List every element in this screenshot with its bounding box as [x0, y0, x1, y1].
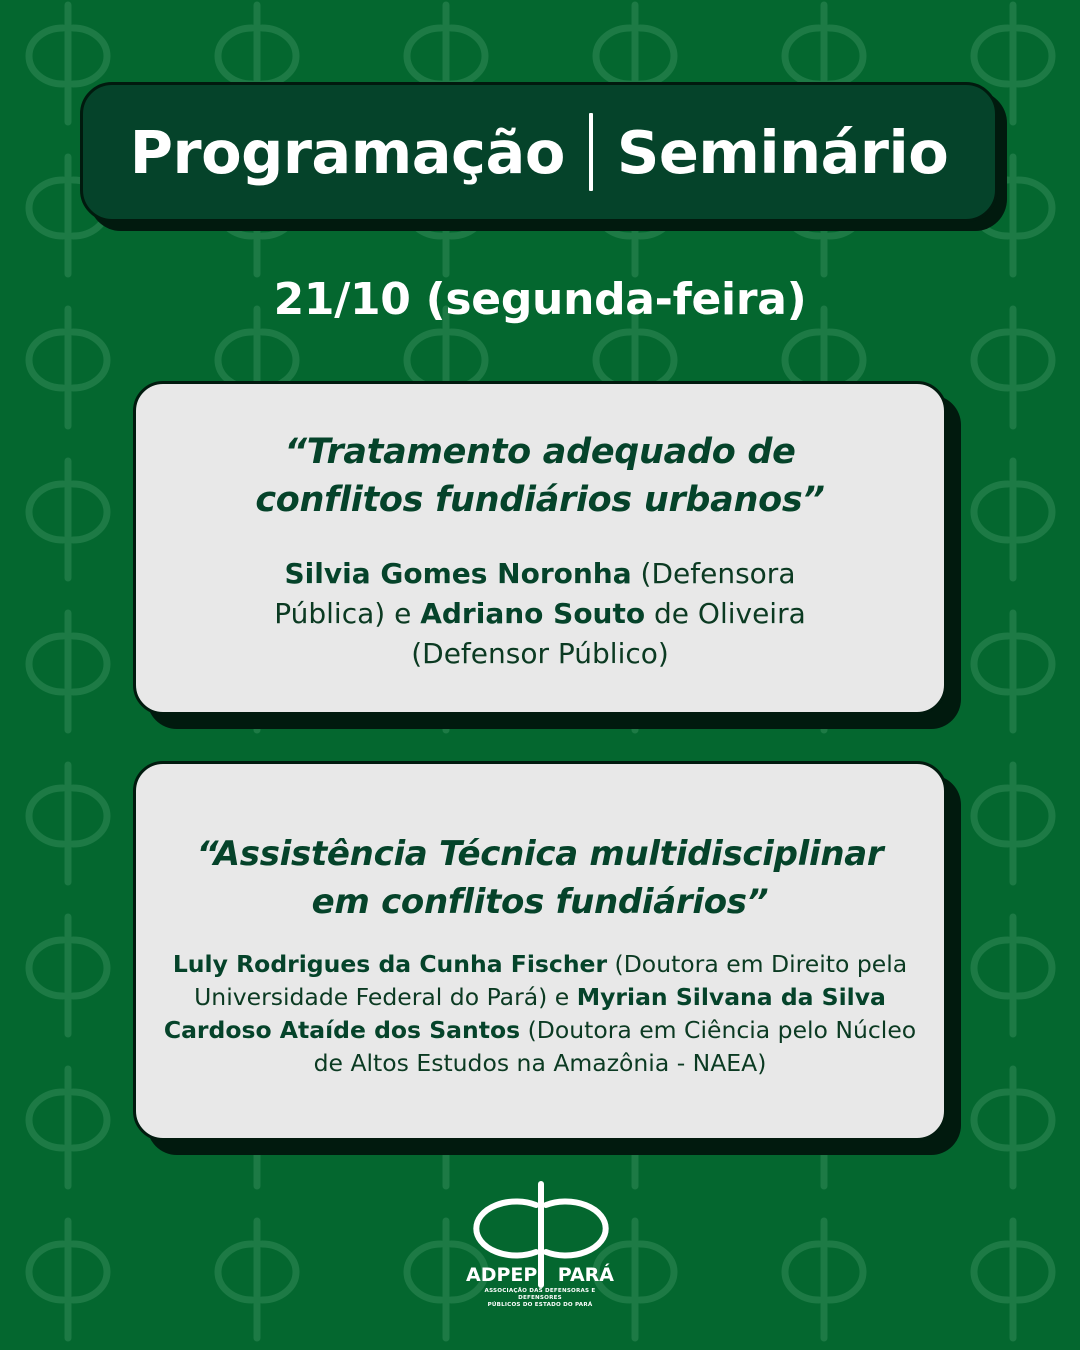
- pattern-mark: [218, 1221, 296, 1338]
- pattern-mark: [974, 309, 1052, 426]
- talk-title-line-1: “Assistência Técnica multidisciplinar: [196, 834, 884, 874]
- talk-title-line-2: em conflitos fundiários”: [311, 882, 769, 922]
- pattern-mark: [974, 917, 1052, 1034]
- pattern-mark: [29, 461, 107, 578]
- talk-card-2: [133, 761, 947, 1141]
- pattern-mark: [974, 461, 1052, 578]
- logo-subtitle-line-1: ASSOCIAÇÃO DAS DEFENSORAS E DEFENSORES: [484, 1288, 596, 1301]
- talk-title-line-2: conflitos fundiários urbanos”: [255, 480, 825, 520]
- event-date: 21/10 (segunda-feira): [273, 274, 807, 325]
- pattern-mark: [29, 765, 107, 882]
- logo-subtitle-line-2: PÚBLICOS DO ESTADO DO PARÁ: [487, 1302, 593, 1308]
- pattern-mark: [29, 1221, 107, 1338]
- speaker-role: (Defensora Pública) e: [274, 557, 796, 630]
- pattern-mark: [29, 917, 107, 1034]
- pattern-mark: [974, 1069, 1052, 1186]
- logo-name-adpep: ADPEP: [466, 1264, 538, 1286]
- pattern-mark: [29, 1069, 107, 1186]
- speaker-name: Silvia Gomes Noronha: [284, 557, 632, 590]
- speaker-name: Myrian Silvana da Silva Cardoso Ataíde dos Santos: [163, 983, 886, 1044]
- talk-speakers: [160, 948, 920, 1080]
- logo-subtitle: [466, 1288, 614, 1309]
- pattern-mark: [974, 765, 1052, 882]
- pattern-mark: [29, 309, 107, 426]
- header-title-box: [80, 82, 998, 222]
- speaker-name: Luly Rodrigues da Cunha Fischer: [172, 950, 608, 978]
- talk-title-line-1: “Tratamento adequado de: [284, 432, 796, 472]
- talk-speakers: [226, 554, 854, 674]
- speaker-role: (Doutora em Direito pela Universidade Federal do Pará) e: [194, 950, 908, 1011]
- pattern-mark: [29, 613, 107, 730]
- talk-title: [156, 830, 924, 926]
- pattern-mark: [785, 1221, 863, 1338]
- pattern-mark: [974, 1221, 1052, 1338]
- pattern-mark: [974, 613, 1052, 730]
- logo-wordmark: [466, 1262, 614, 1288]
- speaker-role: de Oliveira (Defensor Público): [411, 597, 806, 670]
- header-title-divider: [589, 113, 593, 191]
- talk-title: [196, 428, 884, 524]
- header-title-programacao: Programação: [129, 117, 565, 187]
- speaker-role: (Doutora em Ciência pelo Núcleo de Altos Estudos na Amazônia - NAEA): [313, 1016, 917, 1077]
- header-title-seminario: Seminário: [616, 117, 949, 187]
- speaker-name: Adriano Souto: [420, 597, 646, 630]
- talk-card-1: [133, 381, 947, 715]
- logo-name-para: PARÁ: [557, 1264, 614, 1286]
